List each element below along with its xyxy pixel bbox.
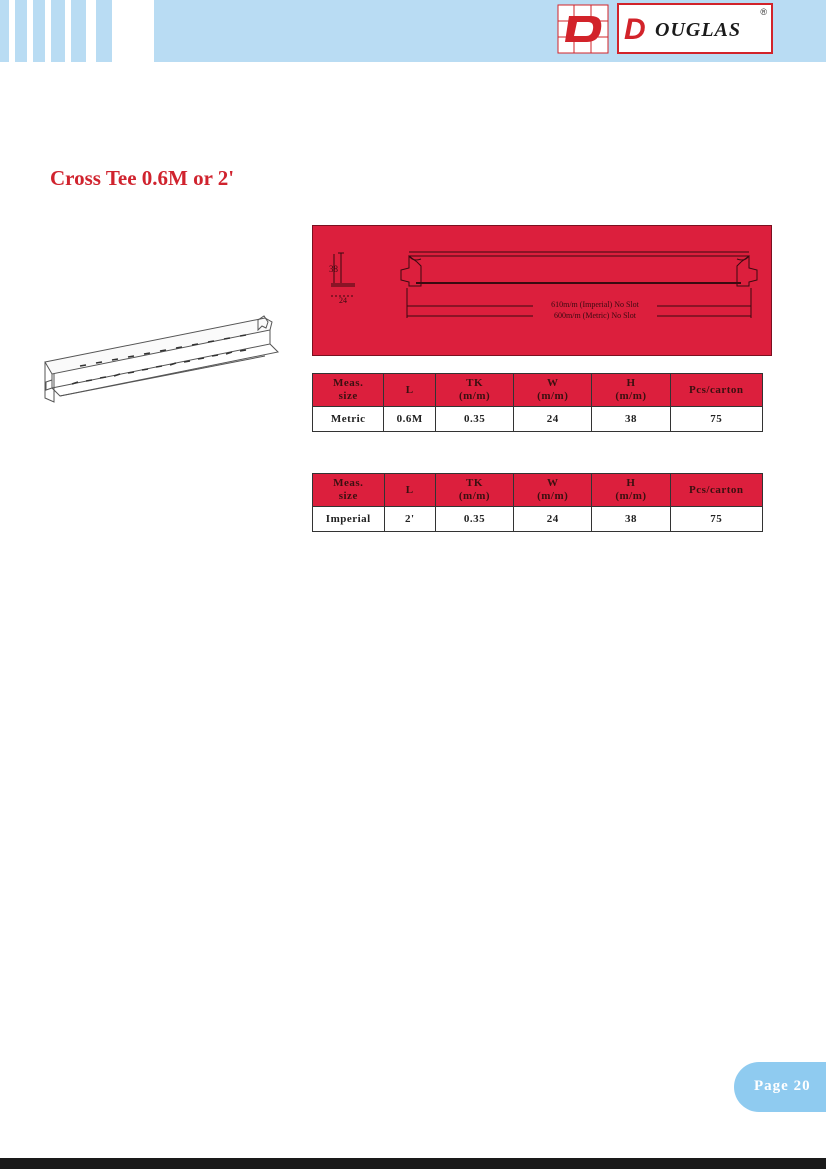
header-width: W (m/m) [514, 474, 592, 507]
header-height: H (m/m) [592, 374, 670, 407]
height-dimension-label: 38 [329, 264, 338, 274]
header-banner [0, 0, 826, 62]
header-stripe [86, 0, 96, 62]
metric-length-label: 600m/m (Metric) No Slot [554, 311, 636, 320]
header-height: H (m/m) [592, 474, 670, 507]
header-length: L [384, 374, 436, 407]
cell-pcs-carton: 75 [670, 507, 762, 532]
cell-meas-size: Imperial [313, 507, 385, 532]
page-title: Cross Tee 0.6M or 2' [50, 166, 235, 190]
imperial-length-label: 610m/m (Imperial) No Slot [551, 300, 639, 309]
cell-length: 0.6M [384, 407, 436, 432]
table-header-row [313, 374, 763, 407]
header-pcs-carton: Pcs/carton [670, 474, 762, 507]
cell-pcs-carton: 75 [670, 407, 762, 432]
table-row [313, 407, 763, 432]
imperial-spec-table [312, 473, 763, 532]
header-stripe [45, 0, 51, 62]
brand-name: OUGLAS [655, 19, 742, 41]
brand-logo-icon [557, 4, 609, 54]
header-thickness: TK (m/m) [435, 474, 513, 507]
brand-letter: D [624, 13, 646, 46]
footer-bar [0, 1158, 826, 1169]
header-thickness: TK (m/m) [435, 374, 513, 407]
cell-thickness: 0.35 [435, 507, 513, 532]
cross-tee-illustration [40, 310, 280, 430]
cell-thickness: 0.35 [435, 407, 513, 432]
header-pcs-carton: Pcs/carton [670, 374, 762, 407]
header-stripe [9, 0, 15, 62]
cell-meas-size: Metric [313, 407, 384, 432]
header-stripe [112, 0, 154, 62]
cell-width: 24 [514, 507, 592, 532]
cell-height: 38 [592, 407, 670, 432]
brand-logo [617, 3, 773, 54]
header-meas-size: Meas. size [313, 374, 384, 407]
cell-width: 24 [514, 407, 592, 432]
dimension-diagram [312, 225, 772, 356]
header-width: W (m/m) [514, 374, 592, 407]
dimension-drawing [313, 226, 773, 357]
page-number: Page 20 [754, 1078, 811, 1094]
cell-height: 38 [592, 507, 670, 532]
header-meas-size: Meas. size [313, 474, 385, 507]
registered-mark: ® [760, 7, 767, 17]
header-stripe [27, 0, 33, 62]
header-length: L [384, 474, 435, 507]
width-dimension-label: 24 [339, 296, 347, 305]
table-header-row [313, 474, 763, 507]
metric-spec-table [312, 373, 763, 432]
header-stripe [65, 0, 71, 62]
cell-length: 2' [384, 507, 435, 532]
table-row [313, 507, 763, 532]
